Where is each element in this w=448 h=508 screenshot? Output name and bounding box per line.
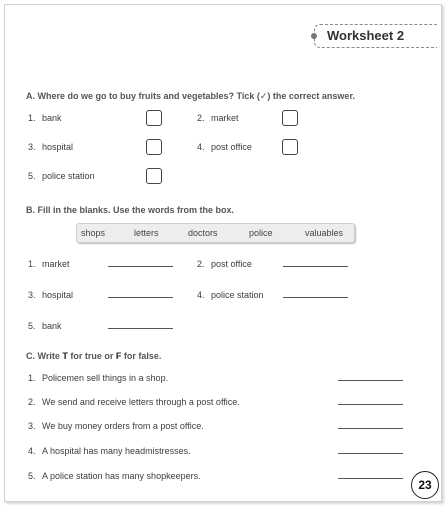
section-c-question: C. Write T for true or F for false. (26, 351, 162, 361)
section-a-question: A. Where do we go to buy fruits and vegetables? Tick (✓) the correct answer. (26, 91, 355, 101)
answer-line-4[interactable] (338, 453, 403, 454)
word-valuables: valuables (305, 228, 344, 238)
statement-4: 4. A hospital has many headmistresses. (28, 446, 191, 456)
option-police-station: 5. police station (28, 171, 95, 181)
tab-dot-icon (311, 33, 317, 39)
statement-3: 3. We buy money orders from a post office. (28, 421, 204, 431)
blank-line-post-office[interactable] (283, 266, 348, 267)
blank-item-bank: 5. bank (28, 321, 62, 331)
word-doctors: doctors (188, 228, 218, 238)
blank-item-police-station: 4. police station (197, 290, 264, 300)
option-hospital: 3. hospital (28, 142, 74, 152)
blank-line-bank[interactable] (108, 328, 173, 329)
blank-line-market[interactable] (108, 266, 173, 267)
option-market: 2. market (197, 113, 239, 123)
checkbox-police-station[interactable] (146, 168, 162, 184)
option-post-office: 4. post office (197, 142, 252, 152)
statement-1: 1. Policemen sell things in a shop. (28, 373, 169, 383)
section-b-question: B. Fill in the blanks. Use the words from the box. (26, 205, 235, 215)
worksheet-title-tab (314, 24, 437, 48)
option-bank: 1. bank (28, 113, 62, 123)
blank-item-hospital: 3. hospital (28, 290, 74, 300)
blank-item-market: 1. market (28, 259, 70, 269)
answer-line-2[interactable] (338, 404, 403, 405)
checkbox-market[interactable] (282, 110, 298, 126)
checkbox-post-office[interactable] (282, 139, 298, 155)
word-shops: shops (81, 228, 106, 238)
statement-2: 2. We send and receive letters through a post office. (28, 397, 240, 407)
checkbox-hospital[interactable] (146, 139, 162, 155)
answer-line-5[interactable] (338, 478, 403, 479)
answer-line-1[interactable] (338, 380, 403, 381)
blank-line-hospital[interactable] (108, 297, 173, 298)
blank-line-police-station[interactable] (283, 297, 348, 298)
word-box (76, 223, 355, 243)
worksheet-title: Worksheet 2 (327, 28, 405, 43)
statement-5: 5. A police station has many shopkeepers. (28, 471, 201, 481)
blank-item-post-office: 2. post office (197, 259, 252, 269)
answer-line-3[interactable] (338, 428, 403, 429)
page-number: 23 (411, 471, 439, 499)
checkbox-bank[interactable] (146, 110, 162, 126)
word-letters: letters (134, 228, 159, 238)
word-police: police (249, 228, 273, 238)
